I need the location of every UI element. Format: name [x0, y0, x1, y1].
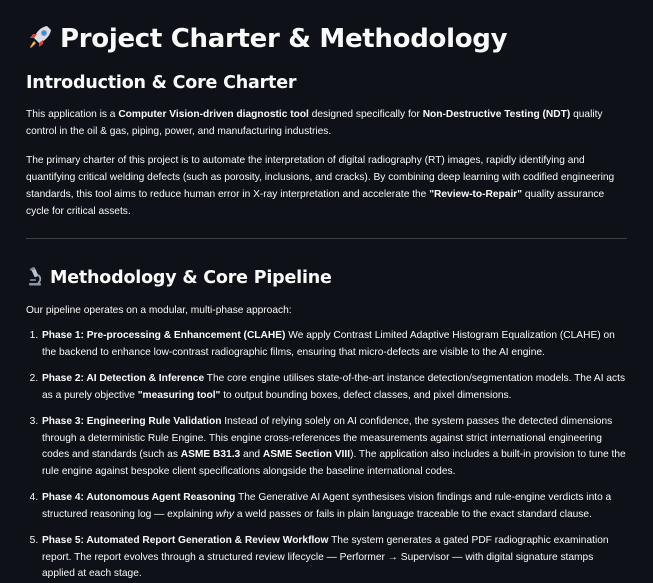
- page-title: [26, 0, 627, 58]
- methodology-heading: [26, 265, 627, 291]
- phase-item-4: 4. Phase 4: Autonomous Agent Reasoning The Generative AI Agent synthesises vision findings and rule-engine verdicts into a structured reasoning log — explaining why a weld passes or fails in plain language traceable to the exact standard clause.: [41, 490, 627, 523]
- methodology-intro: Our pipeline operates on a modular, multi-phase approach:: [26, 305, 292, 316]
- section-divider: [26, 238, 627, 239]
- phase-list: [26, 328, 627, 583]
- phase-item-2: 2. Phase 2: AI Detection & Inference The core engine utilises state-of-the-art instance detection/segmentation models. The AI acts as a purely objective "measuring tool" to output bounding boxes, defect classes, and pixel dimensions.: [41, 371, 627, 404]
- intro-heading: Introduction & Core Charter: [26, 73, 297, 93]
- intro-paragraph-2: The primary charter of this project is to automate the interpretation of digital radiography (RT) images, rapidly identifying and quantifying critical welding defects (such as porosity, inclusions, and cracks). By combining deep learning with codified engineering standards, this tool aims to reduce human error in X-ray interpretation and accelerate the "Review-to-Repair" quality assurance cycle for critical assets.: [26, 155, 615, 217]
- phase-item-5: 5. Phase 5: Automated Report Generation & Review Workflow The system generates a gated PDF radiographic examination report. The report evolves through a structured review lifecycle — Performer → Supervisor — with digital signature stamps applied at each stage.: [41, 533, 627, 583]
- page-title-text: Project Charter & Methodology: [60, 24, 508, 54]
- rocket-icon: [26, 20, 54, 58]
- intro-paragraph-1: This application is a Computer Vision-driven diagnostic tool designed specifically for Non-Destructive Testing (NDT) quality control in the oil & gas, piping, power, and manufacturing industries.: [26, 109, 603, 137]
- phase-item-3: 3. Phase 3: Engineering Rule Validation Instead of relying solely on AI confidence, the system passes the detected dimensions through a deterministic Rule Engine. This engine cross-references the measurements against strict international engineering codes and standards (such as ASME B31.3 and ASME Section VIII). The application also includes a built-in provision to tune the rule engine against bespoke client specifications alongside the baseline international codes.: [41, 414, 627, 480]
- phase-item-1: 1. Phase 1: Pre-processing & Enhancement (CLAHE) We apply Contrast Limited Adaptive Histogram Equalization (CLAHE) on the backend to enhance low-contrast radiographic films, ensuring that micro-defects are visible to the AI engine.: [41, 328, 627, 361]
- methodology-heading-text: Methodology & Core Pipeline: [50, 268, 332, 288]
- microscope-icon: [26, 265, 44, 291]
